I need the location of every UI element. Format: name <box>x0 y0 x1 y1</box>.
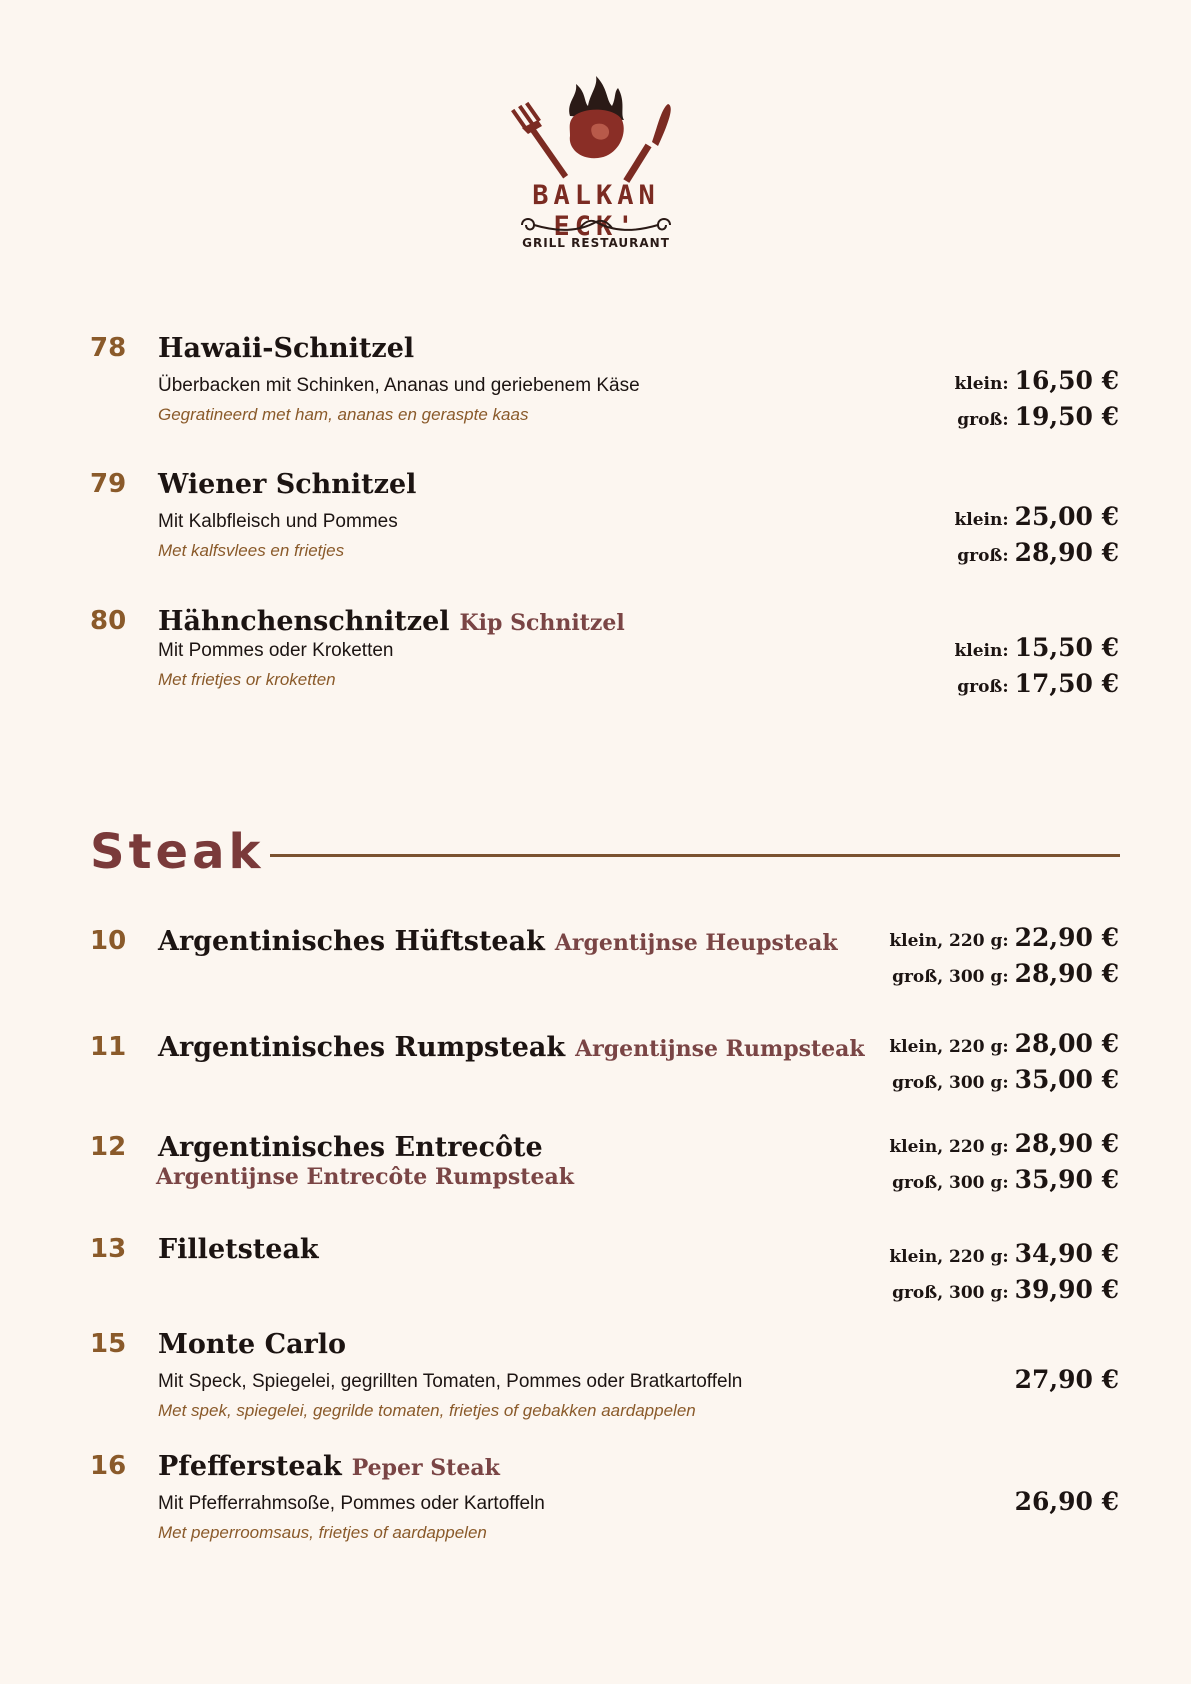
price-row-small: klein: 25,00 € <box>954 502 1119 531</box>
price-row-small: klein: 15,50 € <box>954 633 1119 662</box>
item-number: 10 <box>90 926 127 956</box>
item-prices <box>954 499 1119 571</box>
item-alt-name: Argentijnse Heupsteak <box>554 930 838 956</box>
item-description-dutch: Met frietjes or kroketten <box>158 670 336 689</box>
item-alt-name: Argentijnse Entrecôte Rumpsteak <box>156 1164 574 1190</box>
price-row-small: klein, 220 g: 34,90 € <box>889 1239 1119 1268</box>
price-row-large: groß: 17,50 € <box>957 669 1119 698</box>
item-prices <box>889 1236 1119 1308</box>
item-number: 16 <box>90 1451 127 1481</box>
price-row-large: groß: 19,50 € <box>957 402 1119 431</box>
price-row-small: klein, 220 g: 22,90 € <box>889 923 1119 952</box>
price-row-large: groß, 300 g: 35,00 € <box>892 1065 1119 1094</box>
knife-icon <box>623 104 670 183</box>
item-description: Mit Pommes oder Kroketten <box>158 640 394 661</box>
item-title: Hähnchenschnitzel Kip Schnitzel <box>158 606 625 637</box>
item-prices <box>954 630 1119 702</box>
item-title: Argentinisches Entrecôte <box>158 1132 543 1163</box>
item-description: Mit Kalbfleisch und Pommes <box>158 511 398 532</box>
section-divider <box>270 854 1120 857</box>
steak-icon <box>570 110 624 159</box>
item-prices <box>889 1026 1119 1098</box>
item-description: Überbacken mit Schinken, Ananas und geriebenem Käse <box>158 375 640 396</box>
brand-name: BALKAN ECK' <box>532 180 660 242</box>
item-number: 13 <box>90 1234 127 1264</box>
item-description: Mit Pfefferrahmsoße, Pommes oder Kartoffeln <box>158 1493 545 1514</box>
item-description-dutch: Met kalfsvlees en frietjes <box>158 541 345 560</box>
fork-icon <box>511 102 568 179</box>
item-prices <box>889 1126 1119 1198</box>
item-number: 79 <box>90 469 127 499</box>
item-price: 26,90 € <box>1014 1487 1119 1516</box>
logo-emblem-icon <box>508 76 684 186</box>
item-number: 15 <box>90 1329 127 1359</box>
item-alt-name: Argentijnse Rumpsteak <box>575 1036 865 1062</box>
price-row-large: groß: 28,90 € <box>957 538 1119 567</box>
price-row-small: klein: 16,50 € <box>954 366 1119 395</box>
item-title: Wiener Schnitzel <box>158 469 417 500</box>
item-prices <box>889 920 1119 992</box>
item-description-dutch: Met spek, spiegelei, gegrilde tomaten, frietjes of gebakken aardappelen <box>158 1401 696 1420</box>
section-title: Steak <box>90 824 265 880</box>
price-row-large: groß, 300 g: 28,90 € <box>892 959 1119 988</box>
item-number: 80 <box>90 606 127 636</box>
price-row-small: klein, 220 g: 28,90 € <box>889 1129 1119 1158</box>
item-description: Mit Speck, Spiegelei, gegrillten Tomaten, Pommes oder Bratkartoffeln <box>158 1371 743 1392</box>
price-row-large: groß, 300 g: 35,90 € <box>892 1165 1119 1194</box>
section-heading-steak <box>90 824 1120 884</box>
item-description-dutch: Gegratineerd met ham, ananas en geraspte kaas <box>158 405 529 424</box>
item-alt-name: Kip Schnitzel <box>459 610 625 636</box>
item-title: Argentinisches Rumpsteak Argentijnse Rumpsteak <box>158 1032 865 1063</box>
item-price: 27,90 € <box>1014 1365 1119 1394</box>
restaurant-logo <box>508 76 684 256</box>
item-title: Pfeffersteak Peper Steak <box>158 1451 500 1482</box>
item-alt-name: Peper Steak <box>351 1455 500 1481</box>
item-prices <box>954 363 1119 435</box>
item-description-dutch: Met peperroomsaus, frietjes of aardappelen <box>158 1523 487 1542</box>
price-row-small: klein, 220 g: 28,00 € <box>889 1029 1119 1058</box>
item-number: 12 <box>90 1132 127 1162</box>
item-number: 11 <box>90 1032 127 1062</box>
item-number: 78 <box>90 333 127 363</box>
item-title: Hawaii-Schnitzel <box>158 333 415 364</box>
price-row-large: groß, 300 g: 39,90 € <box>892 1275 1119 1304</box>
item-title: Filletsteak <box>158 1234 319 1265</box>
brand-subtitle: GRILL RESTAURANT <box>522 236 670 250</box>
item-title: Argentinisches Hüftsteak Argentijnse Heupsteak <box>158 926 838 957</box>
item-title: Monte Carlo <box>158 1329 347 1360</box>
